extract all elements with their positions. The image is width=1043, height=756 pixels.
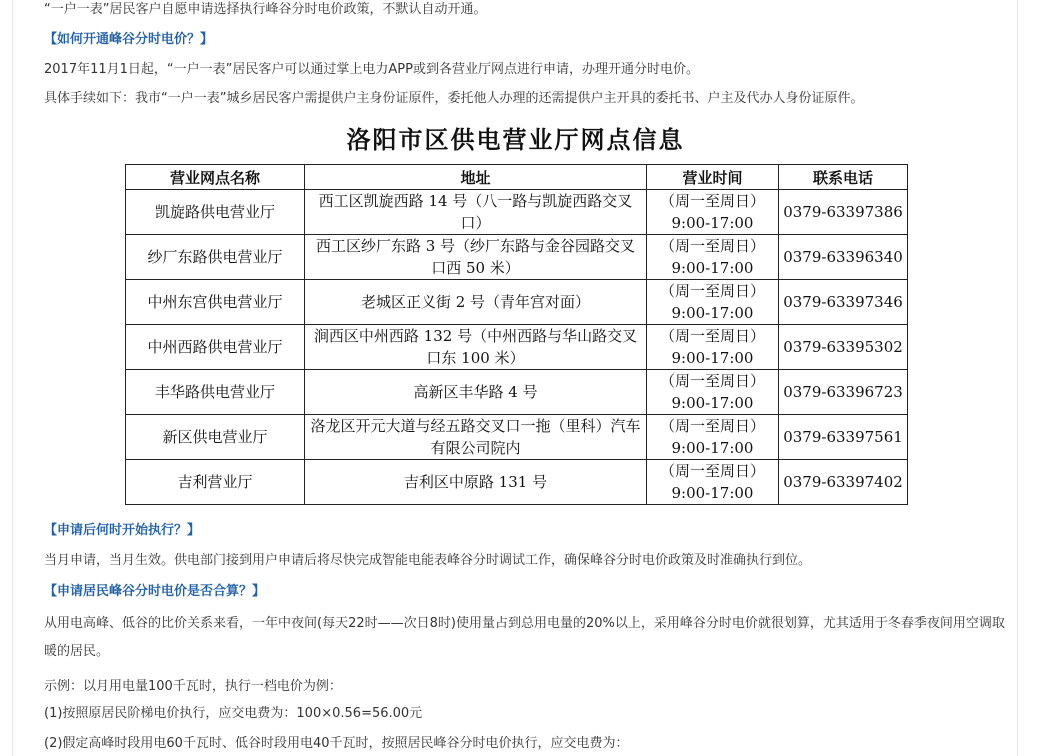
intro-note: “一户一表”居民客户自愿申请选择执行峰谷分时电价政策，不默认自动开通。 — [44, 2, 487, 17]
office-address: 西工区凯旋西路 14 号（八一路与凯旋西路交叉口） — [305, 190, 647, 235]
table-row — [126, 460, 908, 505]
header-name: 营业网点名称 — [126, 165, 305, 190]
header-hours: 营业时间 — [647, 165, 779, 190]
hours-time: 9:00-17:00 — [671, 259, 754, 277]
office-hours — [647, 280, 779, 325]
office-name: 中州东宫供电营业厅 — [126, 280, 305, 325]
office-address: 吉利区中原路 131 号 — [305, 460, 647, 505]
table-row — [126, 325, 908, 370]
example-item-2: (2)假定高峰时段用电60千瓦时、低谷时段用电40千瓦时，按照居民峰谷分时电价执行，应交电费为： — [44, 736, 629, 751]
hours-days: （周一至周日） — [659, 327, 765, 345]
office-phone: 0379-63396340 — [779, 235, 908, 280]
office-name: 丰华路供电营业厅 — [126, 370, 305, 415]
office-phone: 0379-63397561 — [779, 415, 908, 460]
hours-days: （周一至周日） — [659, 237, 765, 255]
header-phone: 联系电话 — [779, 165, 908, 190]
office-hours — [647, 190, 779, 235]
table-row — [126, 280, 908, 325]
heading-is-it-worth: 【申请居民峰谷分时电价是否合算？】 — [44, 584, 266, 599]
example-item-1: (1)按照原居民阶梯电价执行，应交电费为：100×0.56=56.00元 — [44, 706, 423, 721]
table-header-row — [126, 165, 908, 190]
office-name: 吉利营业厅 — [126, 460, 305, 505]
office-phone: 0379-63396723 — [779, 370, 908, 415]
office-name: 纱厂东路供电营业厅 — [126, 235, 305, 280]
example-intro: 示例：以月用电量100千瓦时，执行一档电价为例： — [44, 679, 342, 694]
hours-days: （周一至周日） — [659, 282, 765, 300]
office-address: 洛龙区开元大道与经五路交叉口一拖（里科）汽车有限公司院内 — [305, 415, 647, 460]
hours-time: 9:00-17:00 — [671, 349, 754, 367]
hours-time: 9:00-17:00 — [671, 394, 754, 412]
how-line-1: 2017年11月1日起，“一户一表”居民客户可以通过掌上电力APP或到各营业厅网点进行申请，办理开通分时电价。 — [44, 62, 699, 77]
hours-days: （周一至周日） — [659, 372, 765, 390]
office-hours — [647, 325, 779, 370]
table-row — [126, 235, 908, 280]
worth-paragraph — [44, 610, 1009, 666]
office-phone: 0379-63397346 — [779, 280, 908, 325]
heading-when-effective: 【申请后何时开始执行？】 — [44, 523, 201, 538]
hours-days: （周一至周日） — [659, 417, 765, 435]
offices-table — [125, 164, 908, 505]
worth-paragraph-text: 从用电高峰、低谷的比价关系来看，一年中夜间(每天22时——次日8时)使用量占到总用电量的20%以上，采用峰谷分时电价就很划算，尤其适用于冬春季夜间用空调取暖的居民。 — [44, 616, 1005, 659]
office-phone: 0379-63397402 — [779, 460, 908, 505]
office-name: 新区供电营业厅 — [126, 415, 305, 460]
office-address: 涧西区中州西路 132 号（中州西路与华山路交叉口东 100 米） — [305, 325, 647, 370]
office-hours — [647, 370, 779, 415]
office-phone: 0379-63397386 — [779, 190, 908, 235]
when-line-1: 当月申请，当月生效。供电部门接到用户申请后将尽快完成智能电能表峰谷分时调试工作，确保峰谷分时电价政策及时准确执行到位。 — [44, 553, 812, 568]
office-address: 老城区正义街 2 号（青年宫对面） — [305, 280, 647, 325]
office-hours — [647, 415, 779, 460]
hours-time: 9:00-17:00 — [671, 484, 754, 502]
office-hours — [647, 460, 779, 505]
heading-how-to-enable: 【如何开通峰谷分时电价？】 — [44, 32, 214, 47]
table-row — [126, 190, 908, 235]
hours-time: 9:00-17:00 — [671, 214, 754, 232]
office-name: 凯旋路供电营业厅 — [126, 190, 305, 235]
hours-days: （周一至周日） — [659, 462, 765, 480]
office-address: 西工区纱厂东路 3 号（纱厂东路与金谷园路交叉口西 50 米） — [305, 235, 647, 280]
office-name: 中州西路供电营业厅 — [126, 325, 305, 370]
table-row — [126, 415, 908, 460]
office-phone: 0379-63395302 — [779, 325, 908, 370]
how-line-2: 具体手续如下：我市“一户一表”城乡居民客户需提供户主身份证原件，委托他人办理的还需提供户主开具的委托书、户主及代办人身份证原件。 — [44, 91, 864, 106]
table-title: 洛阳市区供电营业厅网点信息 — [346, 125, 685, 154]
office-hours — [647, 235, 779, 280]
hours-time: 9:00-17:00 — [671, 439, 754, 457]
hours-days: （周一至周日） — [659, 192, 765, 210]
office-address: 高新区丰华路 4 号 — [305, 370, 647, 415]
header-address: 地址 — [305, 165, 647, 190]
hours-time: 9:00-17:00 — [671, 304, 754, 322]
table-row — [126, 370, 908, 415]
